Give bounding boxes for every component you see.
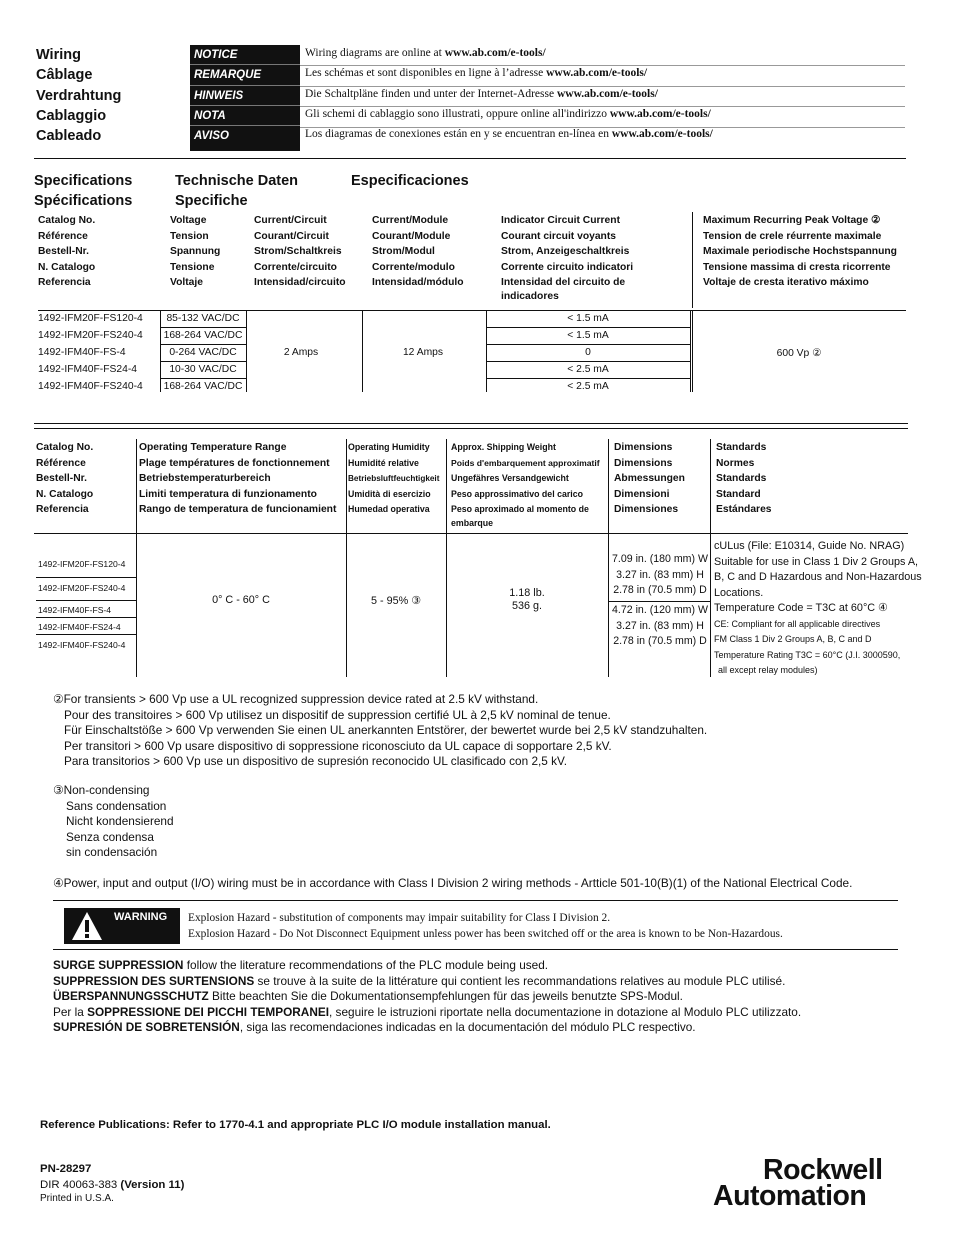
- divider: [34, 428, 908, 429]
- table-cell: 1492-IFM40F-FS24-4: [38, 364, 138, 375]
- dimensions-a: 7.09 in. (180 mm) W 3.27 in. (83 mm) H 2.78 in (70.5 mm) D: [612, 553, 708, 596]
- specs-heading-de-it: Technische Daten Specifiche: [175, 173, 299, 209]
- weight-value: 1.18 lb. 536 g.: [509, 587, 545, 612]
- specs-heading-es: Especificaciones: [351, 173, 469, 189]
- notice-label: NOTA: [190, 106, 300, 126]
- wiring-line: Gli schemi di cablaggio sono illustrati, oppure online all'indirizzo www.ab.com/e-tools/: [305, 107, 711, 120]
- reference-publications: Reference Publications: Refer to 1770-4.1 and appropriate PLC I/O module installation manual.: [40, 1119, 551, 1131]
- header-weight: Approx. Shipping Weight Poids d'embarquement approximatif Ungefähres Versandgewicht Peso approssimativo del carico Peso aproximado al momento de embarque: [451, 442, 600, 528]
- table-cell: 1492-IFM20F-FS120-4: [38, 559, 126, 569]
- current-circuit-value: 2 Amps: [283, 347, 319, 358]
- specs-heading-en-fr: Specifications Spécifications: [34, 173, 133, 209]
- wiring-lines: [305, 43, 713, 144]
- peak-voltage-value: 600 Vp ②: [776, 348, 822, 359]
- table-cell: 1492-IFM20F-FS240-4: [38, 330, 143, 341]
- table-cell: 168-264 VAC/DC: [163, 381, 243, 392]
- current-module-value: 12 Amps: [402, 347, 444, 358]
- header-catalog: Catalog No. Référence Bestell-Nr. N. Catalogo Referencia: [36, 442, 94, 516]
- notice-label: NOTICE: [190, 45, 300, 65]
- indicator-column: [486, 310, 690, 395]
- warning-bottom-rule: [53, 949, 898, 950]
- table-cell: 168-264 VAC/DC: [163, 330, 243, 341]
- footer-info: [40, 1162, 184, 1205]
- warning-label: WARNING: [114, 911, 168, 923]
- header-current-circuit: Current/Circuit Courant/Circuit Strom/Schaltkreis Corrente/circuito Intensidad/circuito: [254, 215, 346, 289]
- table-cell: < 1.5 mA: [567, 313, 609, 324]
- table-cell: < 2.5 mA: [567, 381, 609, 392]
- table-cell: 10-30 VAC/DC: [169, 364, 237, 375]
- notice-label: HINWEIS: [190, 86, 300, 106]
- wiring-link[interactable]: www.ab.com/e-tools/: [546, 67, 648, 80]
- warning-text: Explosion Hazard - substitution of components may impair suitability for Class I Division 2. Explosion Hazard - Do Not Disconnect Equipment unless power has been switched off or the area is known to be Non-Hazardous.: [188, 912, 783, 940]
- notice-label-column: [190, 45, 300, 151]
- humidity-value: 5 - 95% ③: [371, 595, 421, 607]
- warning-top-rule: [53, 900, 898, 901]
- wiring-line: Los diagramas de conexiones están en y se encuentran en-línea en www.ab.com/e-tools/: [305, 128, 713, 141]
- table-cell: 1492-IFM40F-FS24-4: [38, 622, 121, 632]
- voltage-column: [160, 310, 246, 395]
- wiring-link[interactable]: www.ab.com/e-tools/: [611, 128, 713, 141]
- standards-value: cULus (File: E10314, Guide No. NRAG) Suitable for use in Class 1 Div 2 Groups A, B, C and D Hazardous and Non-Hazardous Locations. Temperature Code = T3C at 60°C ④ CE: Compliant for all applicable directives FM Class 1 Div 2 Groups A, B, C and D Temperature Rating T3C = 60°C (J.I. 3000590, all except relay modules): [714, 540, 922, 675]
- printed-in: Printed in U.S.A.: [40, 1193, 114, 1204]
- header-indicator-current: Indicator Circuit Current Courant circuit voyants Strom, Anzeigeschaltkreis Corrente circuito indicatori Intensidad del circuito de indicadores: [501, 215, 634, 302]
- wiring-line: Les schémas et sont disponibles en ligne à l’adresse www.ab.com/e-tools/: [305, 67, 648, 80]
- part-number: PN-28297: [40, 1163, 92, 1175]
- wiring-title: Câblage: [36, 67, 93, 84]
- table-cell: 1492-IFM40F-FS-4: [38, 605, 112, 615]
- surge-suppression: SURGE SUPPRESSION follow the literature recommendations of the PLC module being used. SUPPRESSION DES SURTENSIONS se trouve à la suite de la littérature qui contient les recommandations relatives au module PLC utilisé. ÜBERSPANNUNGSSCHUTZ Bitte beachten Sie die Dokumentationsempfehlungen für das jeweils benutzte SPS-Modul. Per la SOPPRESSIONE DEI PICCHI TEMPORANEI, seguire le istruzioni riportate nella documentazione in dotazione al Modulo PLC utilizzato. SUPRESIÓN DE SOBRETENSIÓN, siga las recomendaciones indicadas en la documentación del módulo PLC respectivo.: [53, 958, 802, 1035]
- table-cell: 1492-IFM20F-FS240-4: [38, 583, 126, 593]
- table-cell: < 1.5 mA: [567, 330, 609, 341]
- wiring-title: Cableado: [36, 128, 102, 145]
- divider: [34, 158, 906, 159]
- wiring-line: Die Schaltpläne finden und unter der Internet-Adresse www.ab.com/e-tools/: [305, 87, 658, 100]
- header-humidity: Operating Humidity Humidité relative Betriebsluftfeuchtigkeit Umidità di esercizio Humedad operativa: [348, 442, 440, 515]
- wiring-link[interactable]: www.ab.com/e-tools/: [444, 47, 546, 59]
- wiring-title: Verdrahtung: [36, 87, 122, 104]
- wiring-title: Wiring: [36, 47, 81, 63]
- table-cell: 1492-IFM40F-FS-4: [38, 347, 126, 358]
- header-standards: Standards Normes Standards Standard Estándares: [716, 442, 772, 516]
- table-cell: < 2.5 mA: [567, 364, 609, 375]
- dir-number: DIR 40063-383 (Version 11): [40, 1178, 185, 1191]
- table-cell: 85-132 VAC/DC: [166, 313, 240, 324]
- wiring-link[interactable]: www.ab.com/e-tools/: [609, 107, 711, 120]
- table-cell: 0: [585, 347, 591, 358]
- footnote-2: ②For transients > 600 Vp use a UL recognized suppression device rated at 2.5 kV withstand. Pour des transitoires > 600 Vp utilisez un dispositif de suppression certifié UL à 2,5 kV nominal de tenue. Für Einschaltstöße > 600 Vp verwenden Sie einen UL anerkannten Entstörer, der bewertet wurde bei 2,5 kV standzuhalten. Per transitori > 600 Vp usare dispositivo di soppressione riconosciuto da UL capace di sopportare 2,5 kV. Para transitorios > 600 Vp use un dispositivo de supresión reconocido UL clasificado con 2,5 kV.: [53, 692, 708, 769]
- header-voltage: Voltage Tension Spannung Tensione Voltaje: [170, 215, 221, 289]
- header-temperature: Operating Temperature Range Plage températures de fonctionnement Betriebstemperaturbereich Limiti temperatura di funzionamento Rango de temperatura de funcionamient: [139, 442, 337, 516]
- table-cell: 0-264 VAC/DC: [169, 347, 237, 358]
- dimensions-b: 4.72 in. (120 mm) W 3.27 in. (83 mm) H 2.78 in (70.5 mm) D: [612, 604, 708, 647]
- header-peak-voltage: Maximum Recurring Peak Voltage ② Tension de crele réurrente maximale Maximale periodische Hochstspannung Tensione massima di cresta ricorrente Voltaje de cresta iterativo máximo: [703, 215, 897, 289]
- wiring-link[interactable]: www.ab.com/e-tools/: [556, 87, 658, 100]
- temperature-value: 0° C - 60° C: [212, 594, 270, 606]
- divider: [34, 423, 908, 424]
- wiring-titles: [36, 45, 121, 146]
- header-dimensions: Dimensions Dimensions Abmessungen Dimensioni Dimensiones: [614, 442, 685, 516]
- warning-box: [64, 908, 180, 944]
- table-cell: 1492-IFM40F-FS240-4: [38, 640, 126, 650]
- table-cell: 1492-IFM40F-FS240-4: [38, 381, 143, 392]
- catalog-column: [38, 310, 143, 395]
- header-catalog: Catalog No. Référence Bestell-Nr. N. Catalogo Referencia: [38, 215, 96, 289]
- wiring-line: Wiring diagrams are online at www.ab.com/e-tools/: [305, 47, 546, 59]
- footnote-4: ④Power, input and output (I/O) wiring must be in accordance with Class I Division 2 wiring methods - Artticle 501-10(B)(1) of the National Electrical Code.: [53, 876, 853, 890]
- rockwell-automation-logo: Rockwell Automation: [713, 1154, 883, 1212]
- notice-label: REMARQUE: [190, 65, 300, 85]
- header-current-module: Current/Module Courant/Module Strom/Modul Corrente/modulo Intensidad/módulo: [372, 215, 464, 289]
- notice-label: AVISO: [194, 130, 229, 143]
- warning-triangle-icon: [70, 910, 104, 942]
- table-cell: 1492-IFM20F-FS120-4: [38, 313, 143, 324]
- wiring-title: Cablaggio: [36, 107, 107, 124]
- footnote-3: ③Non-condensing Sans condensation Nicht kondensierend Senza condensa sin condensación: [53, 783, 174, 860]
